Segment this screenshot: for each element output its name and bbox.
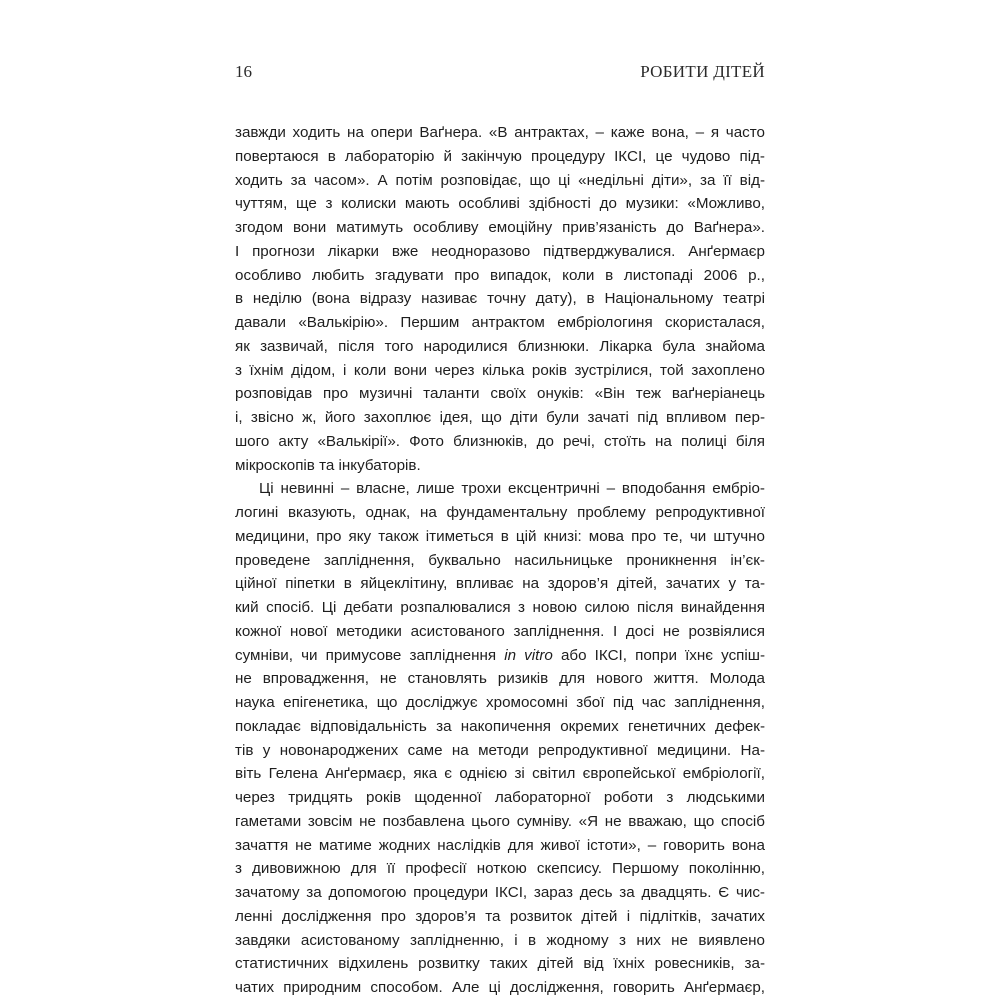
text-line: тів у новонароджених саме на методи репродуктивної медицини. На- (235, 741, 765, 759)
text-line: наука епігенетика, що досліджує хромосомні збої під час запліднення, (235, 694, 765, 711)
text-line: завдяки асистованому заплідненню, і в жодному з них не виявлено (235, 931, 765, 949)
paragraph-end-line: мікроскопів та інкубаторів. (235, 456, 421, 474)
italic-term: in vitro (504, 646, 553, 664)
text-line: давали «Валькірію». Першим антрактом ембріологиня скористалася, (235, 314, 765, 331)
text-line: І прогнози лікарки вже неодноразово підтверджувалися. Анґермаєр (235, 242, 765, 260)
text-line: в неділю (вона відразу називає точну дату), в Національному театрі (235, 290, 765, 308)
text-run: або ІКСІ, попри їхнє успіш- (552, 646, 765, 664)
text-run: сумніви, чи примусове запліднення (235, 646, 505, 664)
text-line: ленні дослідження про здоров’я та розвиток дітей і підлітків, зачатих (235, 907, 765, 925)
text-line: гаметами зовсім не позбавлена цього сумніву. «Я не вважаю, що спосіб (235, 812, 765, 830)
text-line: зачатому за допомогою процедури ІКСІ, зараз десь за двадцять. Є чис- (235, 884, 765, 901)
text-line: не впровадження, не становлять ризиків для нового життя. Молода (235, 670, 765, 688)
text-line: як зазвичай, після того народилися близнюки. Лікарка була знайома (235, 337, 765, 355)
text-line: кий спосіб. Ці дебати розпалювалися з новою силою після винайдення (235, 599, 765, 616)
text-line: і, звісно ж, його захоплює ідея, що діти були зачаті під впливом пер- (235, 409, 765, 426)
text-line: кожної нової методики асистованого запліднення. І досі не розвіялися (235, 622, 765, 640)
text-line: через тридцять років щоденної лабораторної роботи з людськими (235, 789, 765, 806)
text-line: ційної піпетки в яйцеклітину, впливає на здоров’я дітей, зачатих у та- (235, 575, 765, 593)
running-head (235, 62, 765, 86)
text-line: особливо любить згадувати про випадок, коли в листопаді 2006 р., (235, 266, 765, 284)
text-line: проведене запліднення, буквально насильницьке проникнення ін’єк- (235, 551, 765, 569)
text-line: завжди ходить на опери Ваґнера. «В антрактах, – каже вона, – я часто (235, 124, 765, 141)
text-line: зачаття не матиме жодних наслідків для живої істоти», – говорить вона (235, 836, 765, 854)
text-line: чатих природним способом. Але ці дослідження, говорить Анґермаєр, (235, 979, 765, 996)
text-line: з дивовижною для її професії ноткою скепсису. Першому поколінню, (235, 860, 765, 878)
text-line: шого акту «Валькірії». Фото близнюків, до речі, стоїть на полиці біля (235, 432, 765, 450)
text-line: чуттям, ще з колиски мають особливі здібності до музики: «Можливо, (235, 195, 765, 213)
text-line: логині вказують, однак, на фундаментальну проблему репродуктивної (235, 504, 765, 521)
text-line: покладає відповідальність за накопичення окремих генетичних дефек- (235, 717, 765, 735)
text-line: з їхнім дідом, і коли вони через кілька років зустрілися, той захоплено (235, 361, 765, 379)
text-line: ходить за часом». А потім розповідає, що ці «недільні діти», за її від- (235, 171, 765, 189)
book-title: РОБИТИ ДІТЕЙ (640, 62, 765, 81)
text-line: згодом вони матимуть особливу емоційну прив’язаність до Ваґнера». (235, 219, 765, 236)
text-line-with-italic (235, 644, 765, 668)
text-line: медицини, про яку також ітиметься в цій книзі: мова про те, чи штучно (235, 527, 765, 545)
text-line: віть Гелена Анґермаєр, яка є однією зі світил європейської ембріології, (235, 765, 765, 783)
text-line: повертаюся в лабораторію й закінчую процедуру ІКСІ, це чудово під- (235, 147, 765, 165)
text-line: розповідав про музичні таланти своїх онуків: «Він теж ваґнеріанець (235, 385, 765, 403)
text-line: статистичних відхилень розвитку таких дітей від їхніх ровесників, за- (235, 955, 765, 973)
body-text (235, 121, 765, 1000)
page-number: 16 (235, 62, 252, 81)
paragraph-start-line: Ці невинні – власне, лише трохи ексцентричні – вподобання ембріо- (259, 480, 765, 498)
